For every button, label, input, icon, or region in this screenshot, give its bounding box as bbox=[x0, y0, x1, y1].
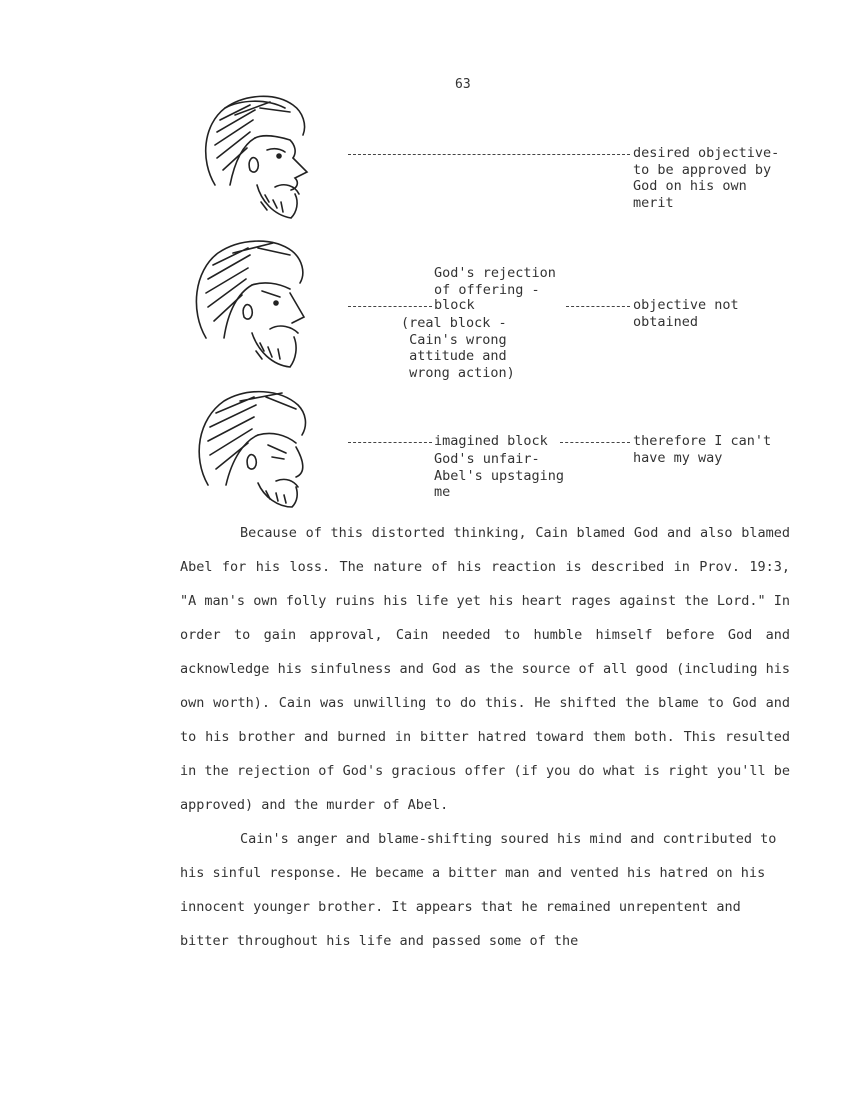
connector-line-objective bbox=[348, 154, 630, 155]
imagined-block-label: imagined block bbox=[434, 433, 548, 449]
block-label: block bbox=[434, 297, 475, 313]
gods-rejection-text: God's rejection of offering - bbox=[434, 265, 556, 298]
connector-line-block-left bbox=[348, 306, 432, 307]
connector-line-imagined-left bbox=[348, 442, 432, 443]
body-text bbox=[180, 516, 790, 958]
connector-line-imagined-right bbox=[560, 442, 630, 443]
desired-objective-text: desired objective- to be approved by God on his own merit bbox=[633, 145, 780, 211]
paragraph-2: Cain's anger and blame-shifting soured his mind and contributed to his sinful response. He became a bitter man and vented his hatred on his innocent younger brother. It appears that he remained unrepentent and bitter throughout his life and passed some of the bbox=[180, 831, 777, 949]
connector-line-block-right bbox=[566, 306, 630, 307]
objective-not-obtained-text: objective not obtained bbox=[633, 297, 739, 330]
therefore-text: therefore I can't have my way bbox=[633, 433, 772, 466]
paragraph-1: Because of this distorted thinking, Cain blamed God and also blamed Abel for his loss. The nature of his reaction is described in Prov. 19:3, "A man's own folly ruins his life yet his heart rages against the Lord." In order to gain approval, Cain needed to humble himself before God and acknowledge his sinfulness and God as the source of all good (including his own worth). Cain was unwilling to do this. He shifted the blame to God and to his brother and burned in bitter hatred toward them both. This resulted in the rejection of God's gracious offer (if you do what is right you'll be approved) and the murder of Abel. bbox=[180, 525, 790, 813]
cain-calm-face-illustration bbox=[195, 90, 320, 225]
real-block-text: (real block - Cain's wrong attitude and wrong action) bbox=[401, 315, 515, 381]
cain-rejected-face-illustration bbox=[188, 233, 318, 373]
imagined-block-detail: God's unfair- Abel's upstaging me bbox=[434, 451, 565, 500]
cain-bitter-face-illustration bbox=[192, 385, 322, 515]
page-number: 63 bbox=[455, 77, 471, 92]
